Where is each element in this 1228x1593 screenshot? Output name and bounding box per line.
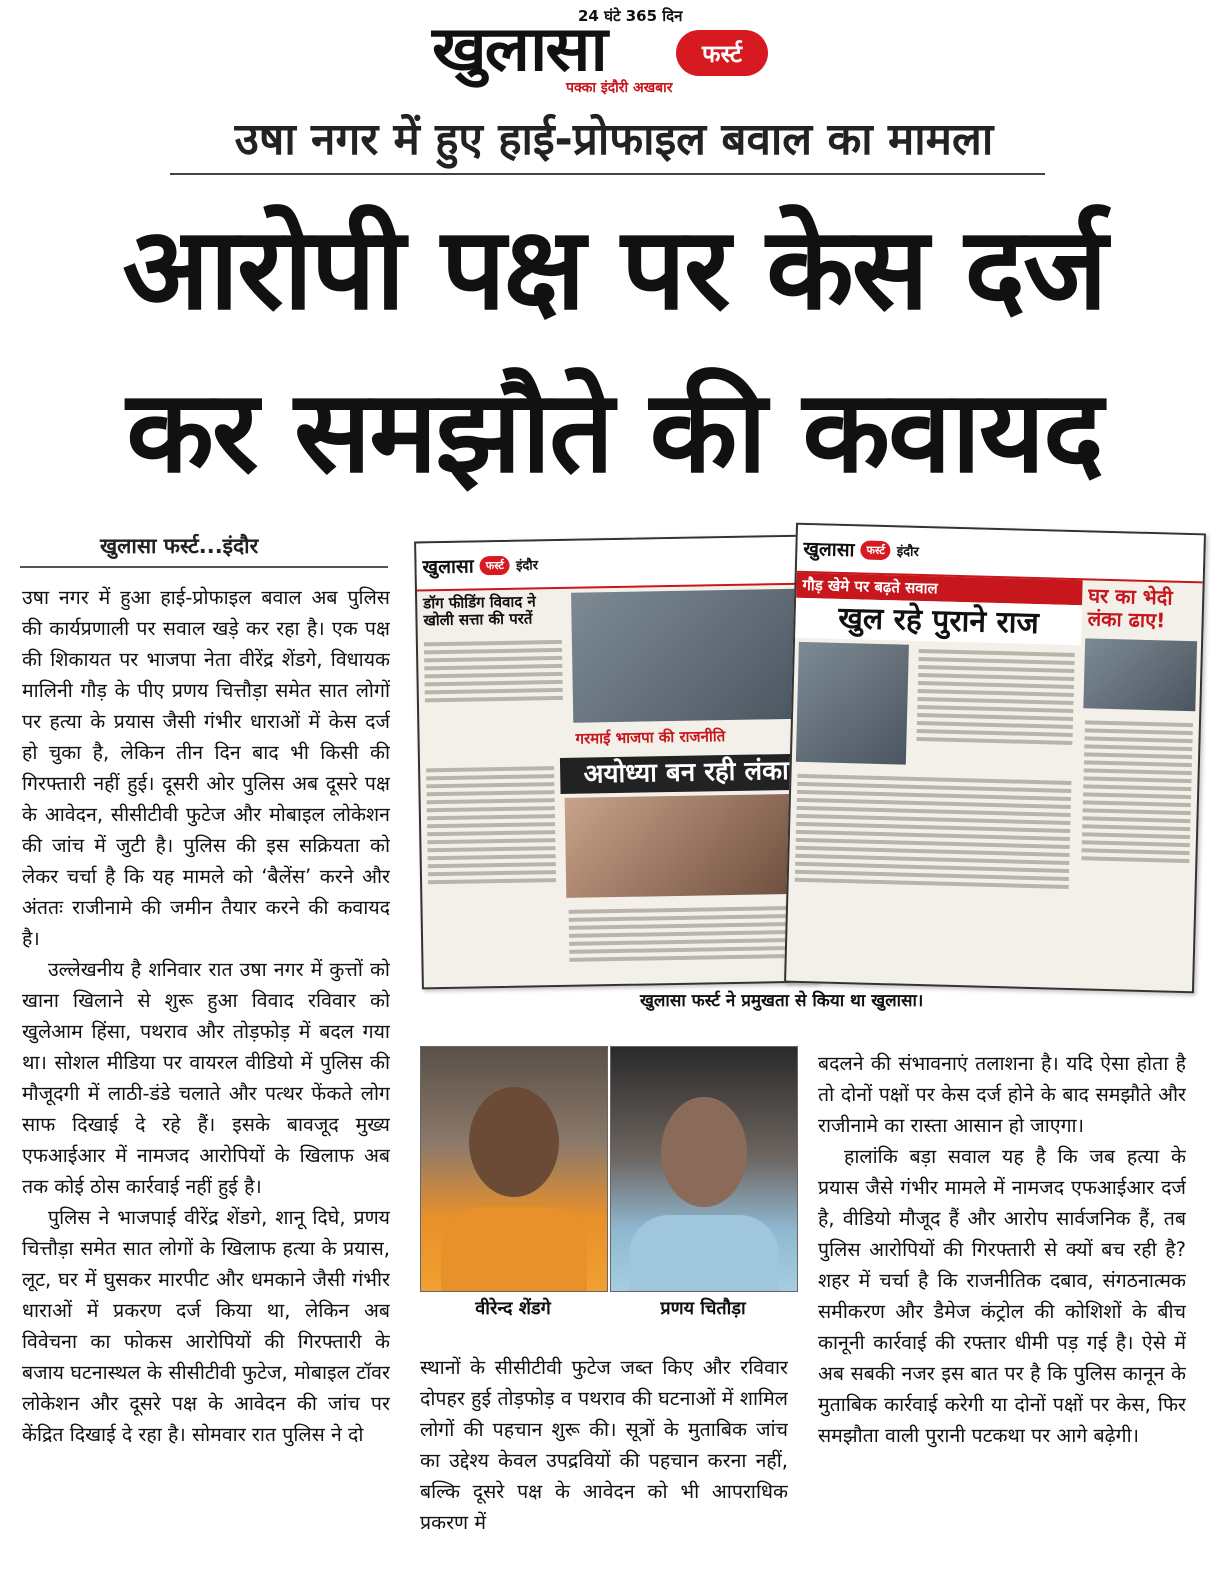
clipping-headline: डॉग फीडिंग विवाद ने खोली सत्ता की परतें <box>423 592 536 630</box>
dateline-divider <box>20 566 388 568</box>
clipping-badge: फर्स्ट <box>480 555 511 575</box>
clipping-headline: गौड़ खेमे पर बढ़ते सवाल <box>796 573 1083 606</box>
clipping-text-lines <box>420 758 562 892</box>
paragraph: उल्लेखनीय है शनिवार रात उषा नगर में कुत्तों को खाना खिलाने से शुरू हुआ विवाद रविवार को खुलेआम हिंसा, पथराव और तोड़फोड़ में बदल गया था। सोशल मीडिया पर वायरल वीडियो में पुलिस की मौजूदगी में लाठी-डंडे चलाते और पत्थर फेंकते लोग साफ दिखाई दे रहे हैं। इसके बावजूद मुख्य एफआईआर में नामजद आरोपियों के खिलाफ अब तक कोई ठोस कार्रवाई नहीं हुई है। <box>22 958 390 1198</box>
photo-caption-1: वीरेन्द शेंडगे <box>475 1298 551 1319</box>
paragraph: पुलिस ने भाजपाई वीरेंद्र शेंडगे, शानू दिघे, प्रणय चित्तौड़ा समेत सात लोगों के खिलाफ हत्या के प्रयास, लूट, घर में घुसकर मारपीट और धमकाने जैसी गंभीर धाराओं में प्रकरण दर्ज किया था, लेकिन अब विवेचना का फोकस आरोपियों की गिरफ्तारी के बजाय घटनास्थल के सीसीटीवी फुटेज, मोबाइल टॉवर लोकेशन और दूसरे पक्ष के आवेदन की जांच पर केंद्रित दिखाई दे रहा है। सोमवार रात पुलिस ने दो <box>22 1206 390 1446</box>
clipping-city: इंदौर <box>896 544 919 560</box>
clipping-text-lines <box>788 765 1077 896</box>
article-column-3 <box>818 1048 1186 1588</box>
clipping-text-lines <box>910 641 1081 773</box>
clipping-text-lines <box>1075 712 1199 871</box>
clipping-headline: गरमाई भाजपा की राजनीति <box>575 727 726 748</box>
clipping-caption: खुलासा फर्स्ट ने प्रमुखता से किया था खुलासा। <box>640 991 924 1011</box>
article-column-2 <box>420 1352 788 1582</box>
clipping-photo <box>565 793 811 897</box>
headline-line-1: आरोपी पक्ष पर केस दर्ज <box>122 202 1106 335</box>
kicker-divider <box>170 173 1045 175</box>
face-shape <box>469 1087 559 1197</box>
paragraph: हालांकि बड़ा सवाल यह है कि जब हत्या के प्रयास जैसे गंभीर मामले में नामजद एफआईआर दर्ज है, वीडियो मौजूद हैं और आरोप सार्वजनिक हैं, तब पुलिस आरोपियों की गिरफ्तारी से क्यों बच रही है? शहर में चर्चा है कि राजनीतिक दबाव, संगठनात्मक समीकरण और डैमेज कंट्रोल की कोशिशों के बीच कानूनी कार्रवाई की रफ्तार धीमी पड़ गई है। ऐसे में अब सबकी नजर इस बात पर है कि पुलिस कानून के मुताबिक कार्रवाई करेगी या दोनों पक्षों पर केस, फिर समझौता वाली पुरानी पटकथा पर आगे बढ़ेगी। <box>818 1145 1186 1447</box>
headline-line-2: कर समझौते की कवायद <box>126 365 1102 498</box>
clipping-photo <box>571 589 807 723</box>
photo-caption-2: प्रणय चितौड़ा <box>660 1298 746 1319</box>
article-column-1 <box>22 582 390 1582</box>
clipping-big-headline: अयोध्या बन रही लंका <box>560 754 813 794</box>
paragraph: उषा नगर में हुआ हाई-प्रोफाइल बवाल अब पुलिस की कार्यप्रणाली पर सवाल खड़े कर रहा है। एक पक्ष की शिकायत पर भाजपा नेता वीरेंद्र शेंडगे, विधायक मालिनी गौड़ के पीए प्रणय चित्तौड़ा समेत सात लोगों पर हत्या के प्रयास जैसी गंभीर धाराओं में केस दर्ज हो चुका है, लेकिन तीन दिन बाद भी किसी की गिरफ्तारी नहीं हुई। दूसरी ओर पुलिस अब दूसरे पक्ष के आवेदन, सीसीटीवी फुटेज और मोबाइल लोकेशन की जांच में जुटी है। पुलिस की इस सक्रियता को लेकर चर्चा है कि यह मामले को ‘बैलेंस’ करने और अंततः राजीनामे की जमीन तैयार करने की कवायद है। <box>22 586 390 950</box>
clipping-text-lines <box>418 631 569 710</box>
clipping-city: इंदौर <box>515 558 539 574</box>
masthead-tagline: 24 घंटे 365 दिन <box>578 7 683 25</box>
clipping-badge: फर्स्ट <box>860 540 891 560</box>
clipping-header <box>416 537 809 592</box>
dateline: खुलासा फर्स्ट...इंदौर <box>100 534 259 558</box>
headline-kicker: उषा नगर में हुए हाई-प्रोफाइल बवाल का मामला <box>234 114 994 165</box>
clipping-logo: खुलासा <box>422 555 474 579</box>
clipping-big-headline: खुल रहे पुराने राज <box>795 598 1082 645</box>
paragraph: बदलने की संभावनाएं तलाशना है। यदि ऐसा होता है तो दोनों पक्षों पर केस दर्ज होने के बाद समझौते और राजीनामे का रास्ता आसान हो जाएगा। <box>818 1052 1186 1137</box>
masthead-subtitle: पक्का इंदौरी अखबार <box>566 80 673 96</box>
photo-pranay-chittoda <box>610 1046 798 1292</box>
masthead-badge: फर्स्ट <box>676 30 768 76</box>
shoulder-shape <box>629 1215 779 1292</box>
masthead-logo: खुलासा <box>432 12 606 85</box>
clipping-photo <box>1083 638 1197 711</box>
shoulder-shape <box>441 1207 587 1292</box>
clipping-photo <box>796 642 909 765</box>
clipping-logo: खुलासा <box>803 537 855 562</box>
clipping-headline: घर का भेदी लंका ढाए! <box>1087 583 1173 633</box>
newspaper-clipping-a <box>414 535 818 990</box>
paragraph: स्थानों के सीसीटीवी फुटेज जब्त किए और रविवार दोपहर हुई तोड़फोड़ व पथराव की घटनाओं में शामिल लोगों की पहचान शुरू की। सूत्रों के मुताबिक जांच का उद्देश्य केवल उपद्रवियों की पहचान करना नहीं, बल्कि दूसरे पक्ष के आवेदन को भी आपराधिक प्रकरण में <box>420 1356 788 1534</box>
newspaper-clipping-b <box>784 523 1206 994</box>
face-shape <box>661 1097 747 1207</box>
photo-virendra-shendge <box>420 1046 608 1292</box>
clipping-text-lines <box>562 897 815 969</box>
